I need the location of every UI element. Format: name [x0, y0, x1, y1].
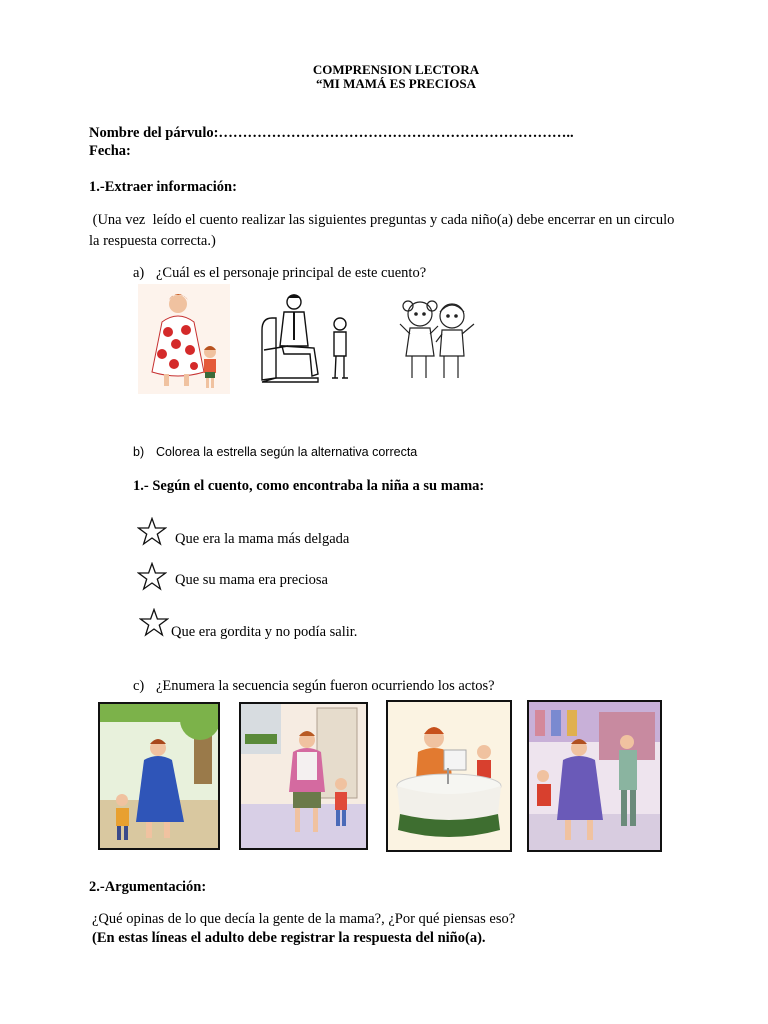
instructions-line-1: (Una vez leído el cuento realizar las siguientes preguntas y cada niño(a) debe encerrar en un circulo [89, 212, 675, 228]
adult-note: (En estas líneas el adulto debe registrar la respuesta del niño(a). [92, 930, 486, 946]
mother-and-daughter-illustration [138, 284, 230, 394]
clothing-store-scene [527, 700, 662, 852]
name-label: Nombre del párvulo:……………………………………………………………….. [89, 125, 574, 141]
star-outline-icon[interactable] [137, 517, 167, 547]
title-line-2: “MI MAMÁ ES PRECIOSA [316, 76, 476, 91]
question-a-text: ¿Cuál es el personaje principal de este cuento? [156, 265, 427, 281]
option-3-text: Que era gordita y no podía salir. [171, 624, 358, 640]
question-b-text: Colorea la estrella según la alternativa correcta [156, 445, 418, 459]
subquestion-text: 1.- Según el cuento, como encontraba la niña a su mama: [133, 478, 485, 494]
question-c-text: ¿Enumera la secuencia según fueron ocurriendo los actos? [156, 678, 495, 694]
option-1-text: Que era la mama más delgada [175, 531, 350, 547]
restaurant-table-scene [386, 700, 512, 852]
section-2-heading: 2.-Argumentación: [89, 879, 207, 895]
park-walk-scene [98, 702, 220, 850]
argument-question: ¿Qué opinas de lo que decía la gente de la mama?, ¿Por qué piensas eso? [92, 911, 516, 927]
question-b-marker: b) [133, 445, 145, 459]
option-2-text: Que su mama era preciosa [175, 572, 328, 588]
star-outline-icon[interactable] [137, 562, 167, 592]
question-c-marker: c) [133, 678, 145, 694]
section-1-heading: 1.-Extraer información: [89, 179, 237, 195]
instructions-line-2: la respuesta correcta.) [89, 233, 216, 249]
street-walk-scene [239, 702, 368, 850]
star-outline-icon[interactable] [139, 608, 169, 638]
date-label: Fecha: [89, 143, 131, 159]
question-a-marker: a) [133, 265, 145, 281]
two-dolls-drawing [396, 294, 478, 384]
man-in-armchair-with-boy-drawing [258, 290, 356, 386]
title-line-1: COMPRENSION LECTORA [312, 62, 480, 77]
